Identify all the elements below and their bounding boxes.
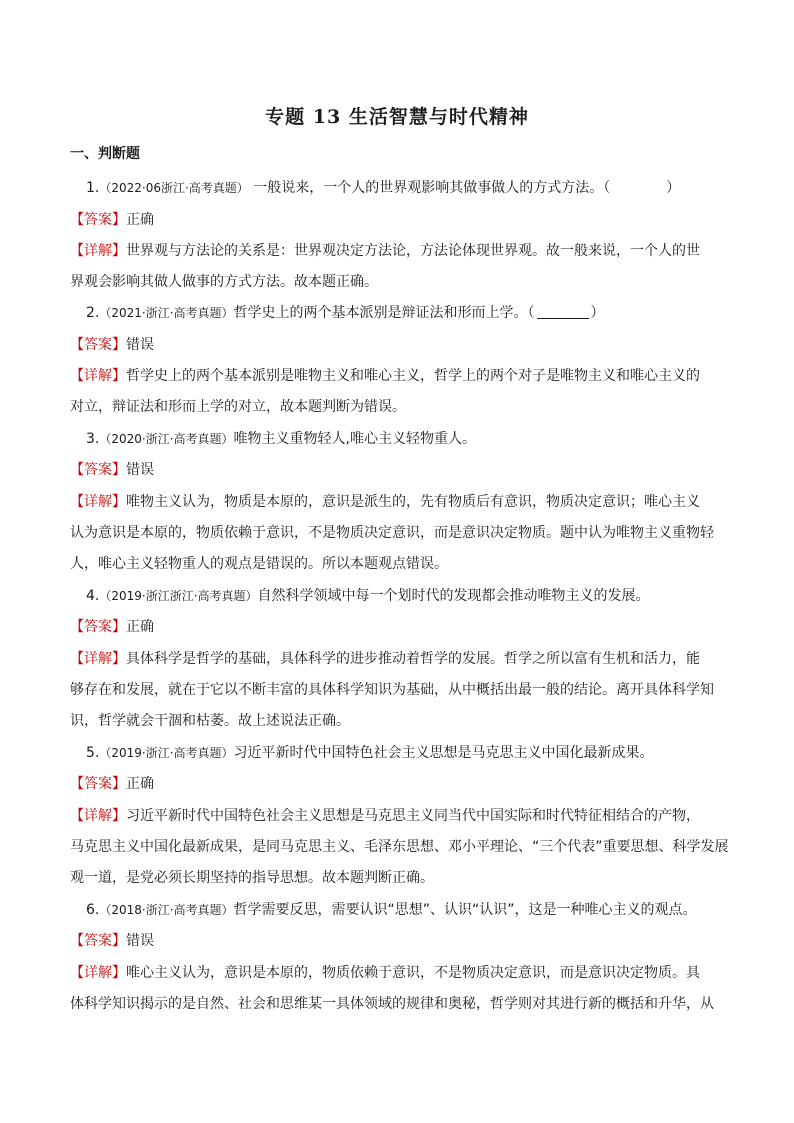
detail-3-line-3: 人，唯心主义轻物重人的观点是错误的。所以本题观点错误。 bbox=[70, 556, 448, 572]
question-source: （2019·浙江浙江·高考真题） bbox=[99, 589, 258, 603]
answer-tag: 【答案】 bbox=[70, 776, 126, 792]
question-5 bbox=[86, 743, 654, 763]
question-close-paren: ） bbox=[666, 180, 681, 196]
detail-2-line-2: 对立，辩证法和形而上学的对立，故本题判断为错误。 bbox=[70, 399, 406, 415]
answer-1 bbox=[70, 210, 154, 230]
question-source: （2021·浙江·高考真题） bbox=[99, 306, 234, 320]
detail-tag: 【详解】 bbox=[70, 368, 126, 384]
answer-tag: 【答案】 bbox=[70, 933, 126, 949]
answer-tag: 【答案】 bbox=[70, 212, 126, 228]
question-source: （2018·浙江·高考真题） bbox=[99, 903, 234, 917]
detail-text: 习近平新时代中国特色社会主义思想是马克思主义同当代中国实际和时代特征相结合的产物， bbox=[126, 808, 700, 824]
detail-text: 具体科学是哲学的基础，具体科学的进步推动着哲学的发展。哲学之所以富有生机和活力，能 bbox=[126, 651, 700, 667]
answer-blank[interactable] bbox=[537, 304, 589, 319]
question-source: （2022·06浙江·高考真题） bbox=[99, 181, 249, 195]
detail-3-line-2: 认为意识是本原的，物质依赖于意识，不是物质决定意识，而是意识决定物质。题中认为唯物主义重物轻 bbox=[70, 525, 714, 541]
question-source: （2020·浙江·高考真题） bbox=[99, 432, 234, 446]
question-number: 1. bbox=[86, 180, 100, 196]
detail-2-line-1 bbox=[70, 366, 700, 386]
detail-text: 唯物主义认为，物质是本原的，意识是派生的，先有物质后有意识，物质决定意识；唯心主义 bbox=[126, 494, 700, 510]
detail-text: 唯心主义认为，意识是本原的，物质依赖于意识，不是物质决定意识，而是意识决定物质。具 bbox=[126, 965, 700, 981]
detail-6-line-1 bbox=[70, 963, 700, 983]
question-text: 自然科学领域中每一个划时代的发现都会推动唯物主义的发展。 bbox=[257, 588, 650, 604]
question-2 bbox=[86, 303, 605, 323]
answer-6 bbox=[70, 931, 154, 951]
question-close-paren: ） bbox=[590, 305, 605, 321]
answer-value: 错误 bbox=[126, 462, 154, 478]
detail-tag: 【详解】 bbox=[70, 651, 126, 667]
answer-value: 正确 bbox=[126, 776, 154, 792]
answer-tag: 【答案】 bbox=[70, 337, 126, 353]
detail-6-line-2: 体科学知识揭示的是自然、社会和思维某一具体领域的规律和奥秘，哲学则对其进行新的概括和升华，从 bbox=[70, 996, 714, 1012]
section-heading: 一、判断题 bbox=[70, 146, 140, 162]
answer-3 bbox=[70, 460, 154, 480]
question-1 bbox=[86, 178, 680, 198]
detail-3-line-1 bbox=[70, 492, 700, 512]
question-text: 哲学需要反思，需要认识“思想”、认识“认识”，这是一种唯心主义的观点。 bbox=[233, 902, 697, 918]
question-text: 一般说来，一个人的世界观影响其做事做人的方式方法。（ bbox=[253, 180, 611, 196]
question-4 bbox=[86, 586, 650, 606]
detail-5-line-3: 观一道，是党必须长期坚持的指导思想。故本题判断正确。 bbox=[70, 870, 434, 886]
detail-5-line-2: 马克思主义中国化最新成果，是同马克思主义、毛泽东思想、邓小平理论、“三个代表”重要思想、科学发展 bbox=[70, 839, 729, 855]
question-3 bbox=[86, 429, 476, 449]
question-text: 习近平新时代中国特色社会主义思想是马克思主义中国化最新成果。 bbox=[233, 745, 654, 761]
question-number: 2. bbox=[86, 305, 100, 321]
answer-value: 错误 bbox=[126, 933, 154, 949]
page-title: 专题 13 生活智慧与时代精神 bbox=[265, 106, 529, 128]
detail-tag: 【详解】 bbox=[70, 243, 126, 259]
answer-4 bbox=[70, 617, 154, 637]
detail-1-line-2: 界观会影响其做人做事的方式方法。故本题正确。 bbox=[70, 274, 378, 290]
question-number: 6. bbox=[86, 902, 100, 918]
detail-4-line-3: 识，哲学就会干涸和枯萎。故上述说法正确。 bbox=[70, 713, 350, 729]
answer-value: 正确 bbox=[126, 619, 154, 635]
question-number: 3. bbox=[86, 431, 100, 447]
answer-tag: 【答案】 bbox=[70, 462, 126, 478]
detail-1-line-1 bbox=[70, 241, 700, 261]
question-source: （2019·浙江·高考真题） bbox=[99, 746, 234, 760]
question-6 bbox=[86, 900, 697, 920]
detail-text: 哲学史上的两个基本派别是唯物主义和唯心主义，哲学上的两个对子是唯物主义和唯心主义的 bbox=[126, 368, 700, 384]
answer-value: 错误 bbox=[126, 337, 154, 353]
detail-tag: 【详解】 bbox=[70, 808, 126, 824]
question-number: 5. bbox=[86, 745, 100, 761]
question-number: 4. bbox=[86, 588, 100, 604]
detail-4-line-1 bbox=[70, 649, 700, 669]
answer-value: 正确 bbox=[126, 212, 154, 228]
answer-2 bbox=[70, 335, 154, 355]
detail-5-line-1 bbox=[70, 806, 700, 826]
answer-5 bbox=[70, 774, 154, 794]
detail-tag: 【详解】 bbox=[70, 965, 126, 981]
detail-tag: 【详解】 bbox=[70, 494, 126, 510]
detail-4-line-2: 够存在和发展，就在于它以不断丰富的具体科学知识为基础，从中概括出最一般的结论。离开具体科学知 bbox=[70, 682, 714, 698]
question-text: 唯物主义重物轻人,唯心主义轻物重人。 bbox=[233, 431, 476, 447]
detail-text: 世界观与方法论的关系是：世界观决定方法论，方法论体现世界观。故一般来说，一个人的世 bbox=[126, 243, 700, 259]
answer-tag: 【答案】 bbox=[70, 619, 126, 635]
question-text: 哲学史上的两个基本派别是辩证法和形而上学。（ bbox=[233, 305, 535, 321]
